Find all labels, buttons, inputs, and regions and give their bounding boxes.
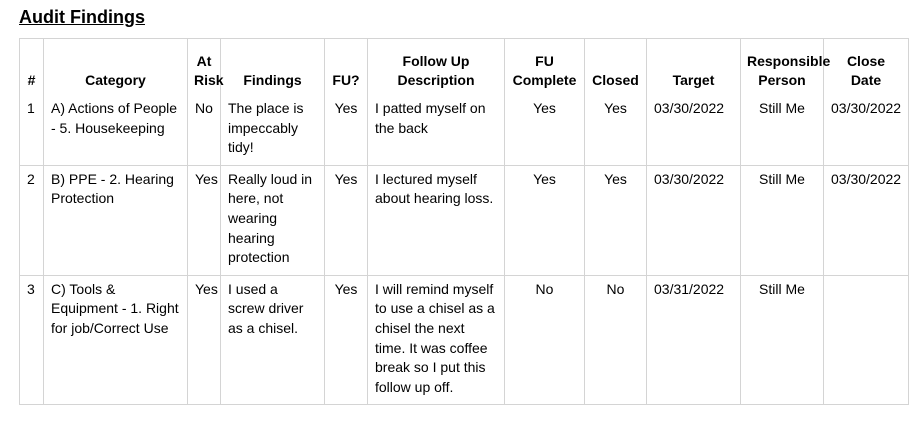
header-row [20,39,909,96]
header-num: # [20,39,44,96]
cell-findings: I used a screw driver as a chisel. [221,275,325,405]
cell-responsible-person: Still Me [741,165,824,275]
header-category: Category [44,39,188,96]
cell-fu-complete: No [505,275,585,405]
cell-at-risk: No [188,95,221,165]
cell-category: A) Actions of People - 5. Housekeeping [44,95,188,165]
cell-follow-up-description: I lectured myself about hearing loss. [368,165,505,275]
table-row [20,95,909,165]
cell-at-risk: Yes [188,275,221,405]
header-closed: Closed [585,39,647,96]
cell-findings: Really loud in here, not wearing hearing protection [221,165,325,275]
header-fu-complete: FU Complete [505,39,585,96]
cell-close-date: 03/30/2022 [824,165,909,275]
cell-fu-complete: Yes [505,95,585,165]
cell-num: 2 [20,165,44,275]
cell-num: 3 [20,275,44,405]
cell-follow-up-description: I will remind myself to use a chisel as a chisel the next time. It was coffee break so I put this follow up off. [368,275,505,405]
cell-num: 1 [20,95,44,165]
cell-follow-up-description: I patted myself on the back [368,95,505,165]
cell-at-risk: Yes [188,165,221,275]
table-body [20,95,909,405]
cell-category: C) Tools & Equipment - 1. Right for job/Correct Use [44,275,188,405]
cell-findings: The place is impeccably tidy! [221,95,325,165]
cell-responsible-person: Still Me [741,275,824,405]
cell-target: 03/31/2022 [647,275,741,405]
table-row [20,275,909,405]
cell-target: 03/30/2022 [647,165,741,275]
cell-close-date: 03/30/2022 [824,95,909,165]
header-fu: FU? [325,39,368,96]
cell-responsible-person: Still Me [741,95,824,165]
audit-findings-table [19,38,909,405]
header-follow-up-description: Follow Up Description [368,39,505,96]
header-at-risk: At Risk [188,39,221,96]
cell-target: 03/30/2022 [647,95,741,165]
cell-close-date [824,275,909,405]
header-findings: Findings [221,39,325,96]
cell-closed: Yes [585,95,647,165]
cell-fu: Yes [325,275,368,405]
header-responsible-person: Responsible Person [741,39,824,96]
cell-fu-complete: Yes [505,165,585,275]
header-target: Target [647,39,741,96]
cell-closed: Yes [585,165,647,275]
table-header [20,39,909,96]
cell-fu: Yes [325,165,368,275]
cell-fu: Yes [325,95,368,165]
table-row [20,165,909,275]
page-title: Audit Findings [19,7,145,27]
header-close-date: Close Date [824,39,909,96]
cell-category: B) PPE - 2. Hearing Protection [44,165,188,275]
cell-closed: No [585,275,647,405]
